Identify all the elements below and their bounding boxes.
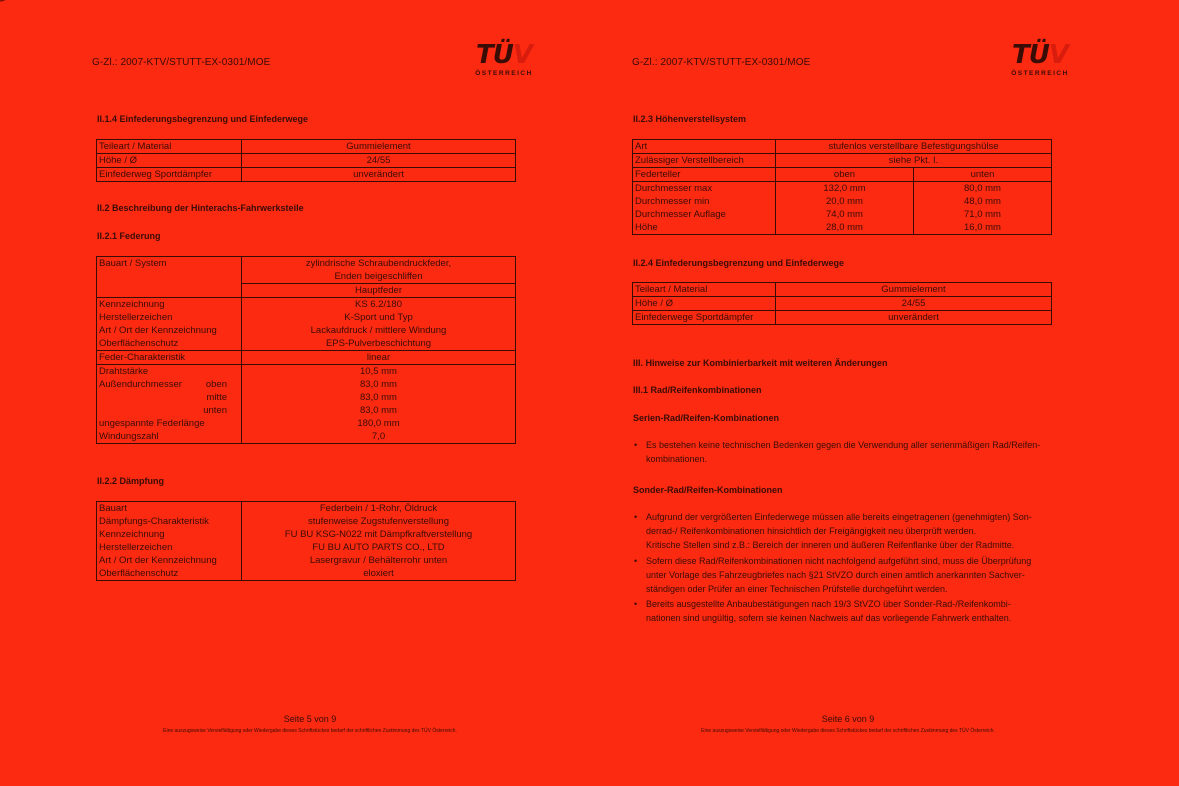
cell: Höhe / Ø [97, 154, 242, 168]
cell: Lackaufdruck / mittlere Windung [242, 324, 516, 337]
list-item [634, 438, 1041, 466]
cell: Art / Ort der Kennzeichnung [97, 324, 242, 337]
table-row [633, 168, 1052, 182]
text-line: Kritische Stellen sind z.B.: Bereich der inneren und äußeren Reifenflanke über der Radmitte. [646, 540, 1015, 550]
cell: Durchmesser max [633, 182, 776, 196]
cell: Art / Ort der Kennzeichnung [97, 554, 242, 567]
text-line: Es bestehen keine technischen Bedenken gegen die Verwendung aller serienmäßigen Rad/Reifen- [646, 440, 1041, 450]
footnote: Eine auszugsweise Vervielfältigung oder Wiedergabe dieses Schriftstückes bedarf der schriftlichen Zustimmung des TÜV Österreich. [701, 728, 995, 734]
table-row [97, 502, 516, 516]
cell: Gummielement [242, 140, 516, 154]
cell: Hauptfeder [242, 284, 516, 298]
cell: Windungszahl [97, 430, 242, 444]
cell: 80,0 mm [914, 182, 1052, 196]
cell: siehe Pkt. I. [776, 154, 1052, 168]
table-row [97, 378, 516, 391]
table-row [97, 337, 516, 351]
cell: 83,0 mm [242, 391, 516, 404]
table-row [633, 195, 1052, 208]
cell: 48,0 mm [914, 195, 1052, 208]
cell: stufenweise Zugstufenverstellung [242, 515, 516, 528]
cell: 83,0 mm [242, 378, 516, 391]
cell: Höhe / Ø [633, 297, 776, 311]
cell: Feder-Charakteristik [97, 351, 242, 365]
cell: Durchmesser Auflage [633, 208, 776, 221]
text-line: derrad-/ Reifenkombinationen hinsichtlich der Freigängigkeit neu überprüft werden. [646, 526, 977, 536]
table-ii24 [632, 282, 1052, 325]
cell: Bauart / System [97, 257, 242, 298]
cell: Lasergravur / Behälterrohr unten [242, 554, 516, 567]
sonder-heading: Sonder-Rad/Reifen-Kombinationen [633, 485, 783, 495]
logo-main: TÜ [476, 40, 513, 70]
section-heading-ii21: II.2.1 Federung [97, 231, 161, 241]
table-row [633, 140, 1052, 154]
cell: 16,0 mm [914, 221, 1052, 235]
cell: linear [242, 351, 516, 365]
table-ii14 [96, 139, 516, 182]
text-line: ständigen oder Prüfer an einer Technischen Prüfstelle durchgeführt werden. [646, 584, 948, 594]
section-heading-ii22: II.2.2 Dämpfung [97, 476, 165, 486]
text-line: kombinationen. [646, 454, 708, 464]
table-row [97, 351, 516, 365]
text-line: Aufgrund der vergrößerten Einfederwege müssen alle bereits eingetragenen (genehmigten) Son- [646, 512, 1032, 522]
cell: 24/55 [776, 297, 1052, 311]
cell: 10,5 mm [242, 365, 516, 379]
cell: Federteller [633, 168, 776, 182]
list-item [634, 597, 1012, 625]
table-row [97, 391, 516, 404]
cell: 7,0 [242, 430, 516, 444]
page-number: Seite 6 von 9 [821, 714, 875, 724]
page-corner-mark [0, 0, 29, 2]
table-federung [96, 256, 516, 444]
section-heading-iii1: III.1 Rad/Reifenkombinationen [633, 385, 762, 395]
cell: 180,0 mm [242, 417, 516, 430]
table-row [633, 297, 1052, 311]
table-row [97, 567, 516, 581]
cell: 132,0 mm [776, 182, 914, 196]
table-row [97, 154, 516, 168]
table-row [633, 221, 1052, 235]
cell: zylindrische Schraubendruckfeder, [242, 257, 516, 271]
cell: Herstellerzeichen [97, 311, 242, 324]
tuev-logo [468, 42, 540, 77]
logo-subtitle: ÖSTERREICH [1011, 70, 1069, 77]
table-hoehenverstellung [632, 139, 1052, 235]
cell: Oberflächenschutz [97, 337, 242, 351]
table-row [97, 404, 516, 417]
logo-v: V [1048, 40, 1068, 70]
footnote: Eine auszugsweise Vervielfältigung oder Wiedergabe dieses Schriftstückes bedarf der schriftlichen Zustimmung des TÜV Österreich. [163, 728, 457, 734]
cell: 28,0 mm [776, 221, 914, 235]
table-row [97, 298, 516, 312]
cell: 83,0 mm [242, 404, 516, 417]
page-footer [80, 714, 540, 734]
text-line: Bereits ausgestellte Anbaubestätigungen nach 19/3 StVZO über Sonder-Rad-/Reifenkombi- [646, 599, 1011, 609]
bullet-icon: • [634, 556, 638, 566]
cell: Dämpfungs-Charakteristik [97, 515, 242, 528]
cell: unverändert [242, 168, 516, 182]
table-row [97, 257, 516, 271]
cell: Einfederweg Sportdämpfer [97, 168, 242, 182]
cell: Bauart [97, 502, 242, 516]
cell: Enden beigeschliffen [242, 270, 516, 284]
logo-main: TÜ [1012, 40, 1049, 70]
page-6 [618, 0, 1078, 786]
table-row [97, 324, 516, 337]
cell: Einfederwege Sportdämpfer [633, 311, 776, 325]
section-heading-ii24: II.2.4 Einfederungsbegrenzung und Einfederwege [633, 258, 845, 268]
text-line: nationen sind ungültig, sofern sie keinen Nachweis auf das vorliegende Fahrwerk enthalten. [646, 613, 1012, 623]
cell: Oberflächenschutz [97, 567, 242, 581]
cell: 74,0 mm [776, 208, 914, 221]
reference-number: G-Zl.: 2007-KTV/STUTT-EX-0301/MOE [632, 57, 811, 68]
serien-heading: Serien-Rad/Reifen-Kombinationen [633, 413, 780, 423]
table-row [633, 208, 1052, 221]
table-row [633, 283, 1052, 297]
table-row [97, 528, 516, 541]
label: oben [205, 379, 227, 390]
label: Außendurchmesser [99, 379, 182, 390]
cell: oben [776, 168, 914, 182]
list-item [634, 554, 1032, 596]
table-row [633, 311, 1052, 325]
cell: Teileart / Material [97, 140, 242, 154]
bullet-icon: • [634, 512, 638, 522]
section-heading-iii: III. Hinweise zur Kombinierbarkeit mit weiteren Änderungen [633, 358, 888, 368]
cell: Kennzeichnung [97, 298, 242, 312]
cell [97, 378, 242, 391]
cell: Kennzeichnung [97, 528, 242, 541]
cell: Federbein / 1-Rohr, Öldruck [242, 502, 516, 516]
table-row [97, 365, 516, 379]
table-row [97, 168, 516, 182]
page-5 [80, 0, 540, 786]
table-row [97, 311, 516, 324]
cell: Zulässiger Verstellbereich [633, 154, 776, 168]
cell: FU BU AUTO PARTS CO., LTD [242, 541, 516, 554]
cell: ungespannte Federlänge [97, 417, 242, 430]
bullet-icon: • [634, 599, 638, 609]
logo-subtitle: ÖSTERREICH [475, 70, 533, 77]
cell: stufenlos verstellbare Befestigungshülse [776, 140, 1052, 154]
table-row [633, 182, 1052, 196]
table-row [97, 430, 516, 444]
cell: mitte [97, 391, 242, 404]
section-heading-ii23: II.2.3 Höhenverstellsystem [633, 114, 747, 124]
bullet-icon: • [634, 440, 638, 450]
cell: KS 6.2/180 [242, 298, 516, 312]
tuev-logo [1004, 42, 1076, 77]
cell: Durchmesser min [633, 195, 776, 208]
list-item [634, 510, 1032, 552]
table-daempfung [96, 501, 516, 581]
reference-number: G-Zl.: 2007-KTV/STUTT-EX-0301/MOE [92, 57, 271, 68]
cell: Höhe [633, 221, 776, 235]
cell: 20,0 mm [776, 195, 914, 208]
table-row [97, 140, 516, 154]
cell: K-Sport und Typ [242, 311, 516, 324]
logo-v: V [512, 40, 532, 70]
table-row [97, 554, 516, 567]
text-line: Sofern diese Rad/Reifenkombinationen nicht nachfolgend aufgeführt sind, muss die Überprüfung [646, 556, 1032, 566]
cell: Gummielement [776, 283, 1052, 297]
cell: Art [633, 140, 776, 154]
section-heading-ii14: II.1.4 Einfederungsbegrenzung und Einfederwege [97, 114, 309, 124]
table-row [633, 154, 1052, 168]
cell: 71,0 mm [914, 208, 1052, 221]
table-row [97, 417, 516, 430]
cell: EPS-Pulverbeschichtung [242, 337, 516, 351]
cell: eloxiert [242, 567, 516, 581]
cell: FU BU KSG-N022 mit Dämpfkraftverstellung [242, 528, 516, 541]
table-row [97, 515, 516, 528]
page-footer [618, 714, 1078, 734]
table-row [97, 541, 516, 554]
cell: unverändert [776, 311, 1052, 325]
cell: unten [97, 404, 242, 417]
cell: Herstellerzeichen [97, 541, 242, 554]
page-number: Seite 5 von 9 [283, 714, 337, 724]
text-line: unter Vorlage des Fahrzeugbriefes nach §21 StVZO durch einen amtlich anerkannten Sachver- [646, 570, 1025, 580]
cell: 24/55 [242, 154, 516, 168]
cell: unten [914, 168, 1052, 182]
cell: Drahtstärke [97, 365, 242, 379]
section-heading-ii2: II.2 Beschreibung der Hinterachs-Fahrwerksteile [97, 203, 304, 213]
cell: Teileart / Material [633, 283, 776, 297]
